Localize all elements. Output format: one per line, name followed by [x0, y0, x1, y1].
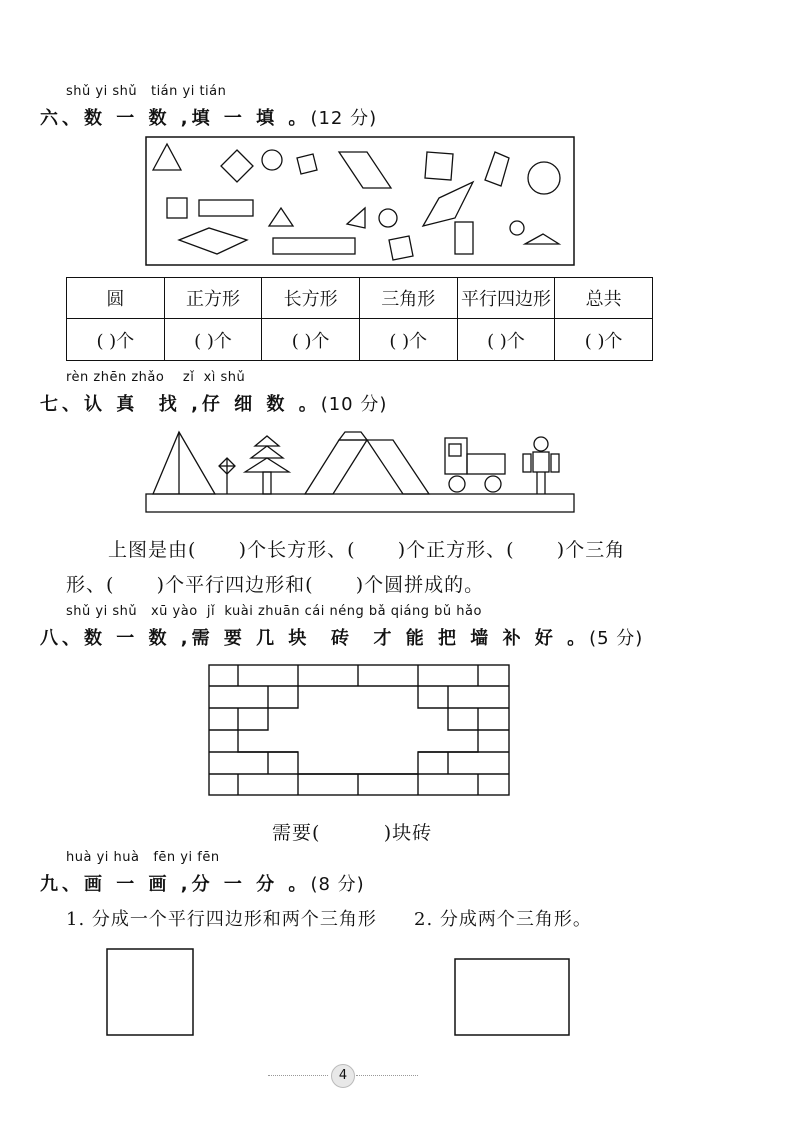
robot-arm — [523, 454, 531, 472]
footer-dots-right — [356, 1075, 418, 1076]
square-shape — [425, 152, 453, 180]
shape-scene-figure — [145, 428, 575, 514]
circle-shape — [379, 209, 397, 227]
triangle-shape — [153, 144, 181, 170]
section9-score: (8 分) — [310, 874, 365, 895]
circle-shape — [510, 221, 524, 235]
triangle-shape — [347, 208, 365, 228]
circle-shape — [528, 162, 560, 194]
truck-wheel — [449, 476, 465, 492]
triangle-shape — [525, 234, 559, 244]
section6-title-text: 六、数 一 数 ,填 一 填 。 — [40, 108, 311, 129]
section9-title — [40, 870, 365, 896]
count-table — [66, 277, 653, 361]
rectangle-shape — [455, 222, 473, 254]
section8-answer[interactable]: 需要( )块砖 — [272, 822, 433, 844]
tree-triangle — [251, 446, 283, 458]
answer-cell[interactable]: ( )个 — [555, 319, 653, 361]
section9-pinyin: huà yi huà fēn yi fēn — [66, 850, 220, 865]
section9-title-text: 九、画 一 画 ,分 一 分 。 — [40, 874, 311, 895]
answer-cell[interactable]: ( )个 — [359, 319, 457, 361]
section6-pinyin: shǔ yi shǔ tián yi tián — [66, 84, 227, 99]
section7-question-line1: 上图是由( )个长方形、( )个正方形、( )个三角 — [108, 539, 626, 561]
section9-task1: 1. 分成一个平行四边形和两个三角形 — [66, 909, 377, 930]
tree-triangle — [255, 436, 279, 446]
square-shape — [297, 154, 317, 174]
square-shape — [221, 150, 253, 182]
truck-wheel — [485, 476, 501, 492]
answer-cell[interactable]: ( )个 — [457, 319, 555, 361]
robot-body — [533, 452, 549, 472]
answer-cell[interactable]: ( )个 — [262, 319, 360, 361]
footer-dots-left — [268, 1075, 328, 1076]
tree-triangle — [245, 458, 289, 472]
header-circle: 圆 — [67, 278, 165, 319]
rectangle-shape — [199, 200, 253, 216]
section8-score: (5 分) — [589, 628, 644, 649]
header-rectangle: 长方形 — [262, 278, 360, 319]
section6-score: (12 分) — [310, 108, 378, 129]
tall-triangle — [153, 432, 215, 494]
parallelogram-shape — [423, 182, 473, 226]
table-answer-row — [67, 319, 653, 361]
section7-score: (10 分) — [320, 394, 388, 415]
triangle-shape — [269, 208, 293, 226]
section7-title-text: 七、认 真 找 ,仔 细 数 。 — [40, 394, 321, 415]
section8-title — [40, 624, 643, 650]
section9-task2: 2. 分成两个三角形。 — [414, 909, 592, 930]
square-shape — [167, 198, 187, 218]
page-number: 4 — [331, 1064, 355, 1088]
section8-pinyin: shǔ yi shǔ xū yào jǐ kuài zhuān cái néng bǎ qiáng bǔ hǎo — [66, 604, 482, 619]
table-header-row — [67, 278, 653, 319]
section6-title — [40, 104, 377, 130]
header-triangle: 三角形 — [359, 278, 457, 319]
bridge-top — [339, 432, 367, 440]
section7-question-line2: 形、( )个平行四边形和( )个圆拼成的。 — [66, 574, 485, 596]
robot-arm — [551, 454, 559, 472]
drawing-square-1[interactable] — [106, 948, 196, 1038]
ground-rectangle — [146, 494, 574, 512]
parallelogram-shape — [339, 152, 391, 188]
tree-trunk — [263, 472, 271, 494]
section8-title-text: 八、数 一 数 ,需 要 几 块 砖 才 能 把 墙 补 好 。 — [40, 628, 590, 649]
robot-head — [534, 437, 548, 451]
circle-shape — [262, 150, 282, 170]
ramp-parallelogram — [367, 440, 429, 494]
drawing-rectangle-2[interactable] — [454, 958, 572, 1038]
rectangle-shape — [273, 238, 355, 254]
header-parallelogram: 平行四边形 — [457, 278, 555, 319]
header-total: 总共 — [555, 278, 653, 319]
answer-cell[interactable]: ( )个 — [67, 319, 165, 361]
truck-window — [449, 444, 461, 456]
square-shape — [389, 236, 413, 260]
shapes-box — [145, 136, 575, 266]
section7-pinyin: rèn zhēn zhǎo zǐ xì shǔ — [66, 370, 246, 385]
section7-title — [40, 390, 387, 416]
brick-wall-figure — [208, 664, 510, 796]
parallelogram-shape — [179, 228, 247, 254]
square-shape — [485, 152, 509, 186]
header-square: 正方形 — [164, 278, 262, 319]
ramp-parallelogram — [305, 440, 367, 494]
answer-cell[interactable]: ( )个 — [164, 319, 262, 361]
truck-body — [467, 454, 505, 474]
